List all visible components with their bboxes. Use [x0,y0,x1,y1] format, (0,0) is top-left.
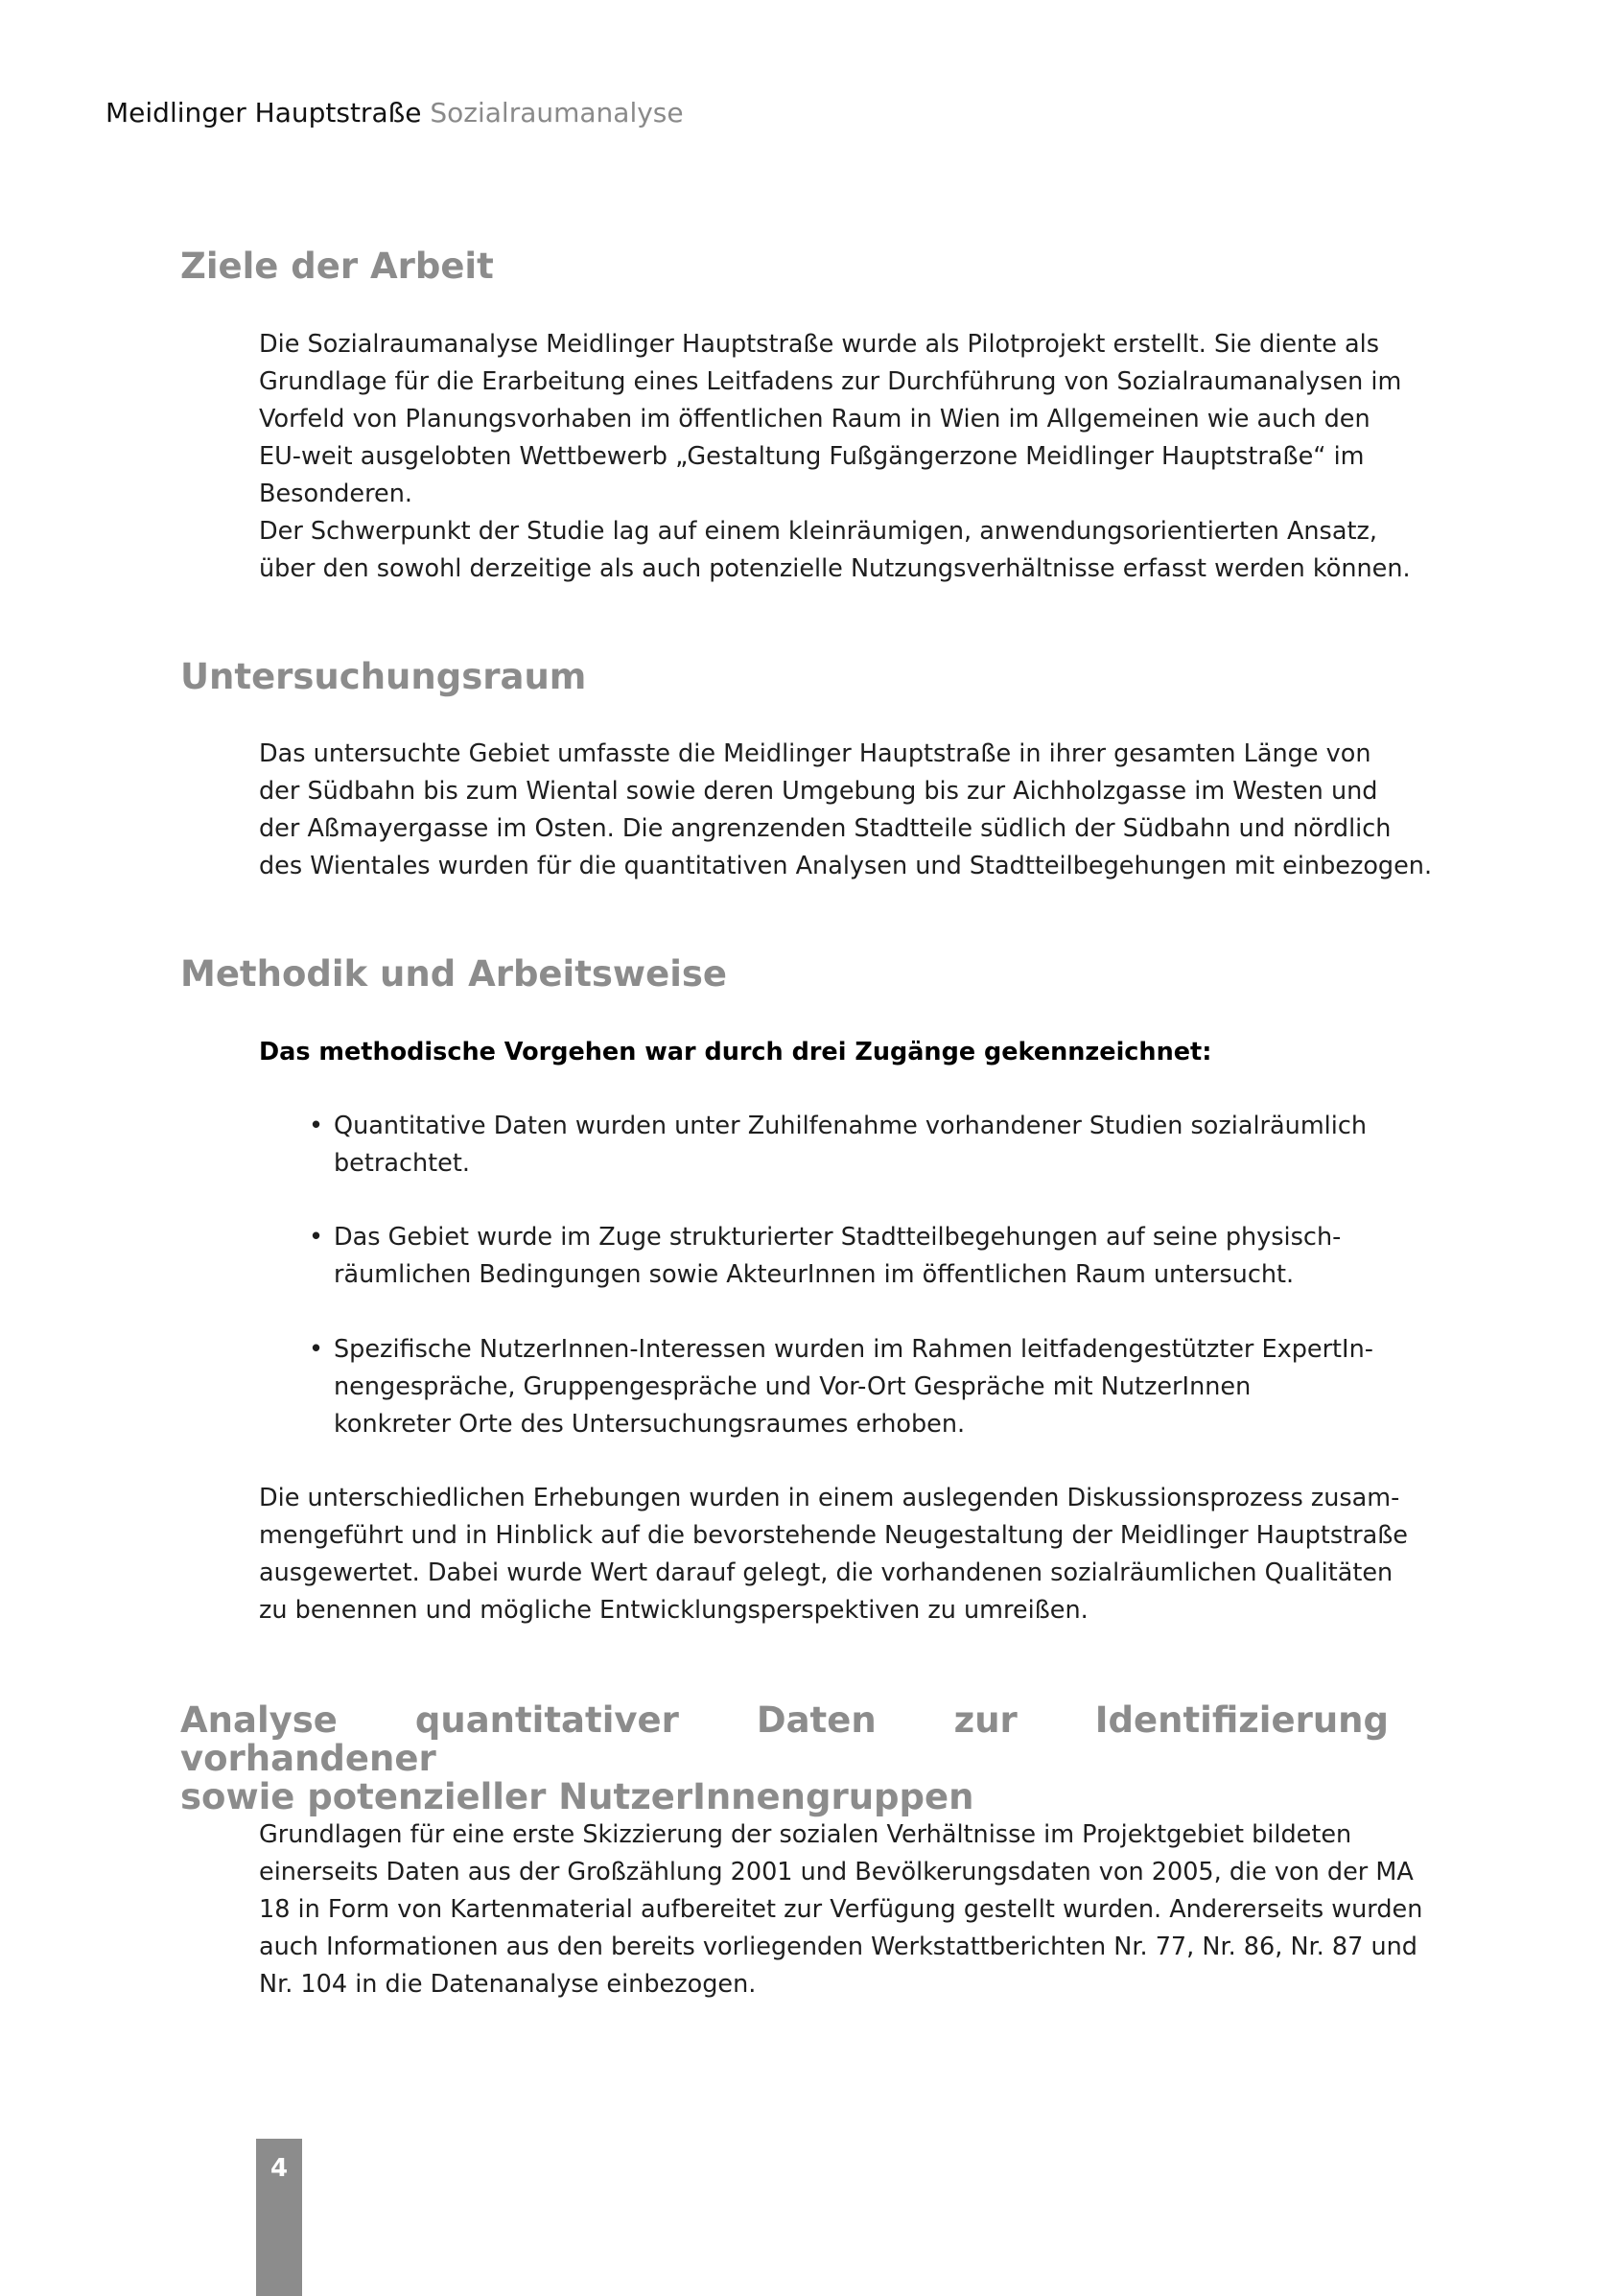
text-line: Besonderen. [259,480,412,508]
text-line: Quantitative Daten wurden unter Zuhilfenahme vorhandener Studien sozialräumlich [334,1112,1368,1140]
bullet-icon: • [309,1335,324,1364]
text-line: Die unterschiedlichen Erhebungen wurden in einem auslegenden Diskussionsprozess zusam- [259,1484,1400,1512]
text-line: konkreter Orte des Untersuchungsraumes erhoben. [334,1410,966,1439]
paragraph-untersuchungsraum [259,736,1433,885]
text-line: mengeführt und in Hinblick auf die bevorstehende Neugestaltung der Meidlinger Hauptstraße [259,1521,1408,1550]
document-title: Meidlinger Hauptstraße [105,97,422,129]
methodik-lead: Das methodische Vorgehen war durch drei Zugänge gekennzeichnet: [259,1038,1212,1066]
bullet-icon: • [309,1112,324,1140]
paragraph-ziele [259,326,1411,588]
heading-untersuchungsraum: Untersuchungsraum [180,656,587,697]
paragraph-analyse [259,1816,1423,2003]
heading-line: Analyse quantitativer Daten zur Identifizierung vorhandener [180,1699,1389,1779]
page-number-tab [256,2139,302,2296]
text-line: ausgewertet. Dabei wurde Wert darauf gelegt, die vorhandenen sozialräumlichen Qualitäten [259,1558,1394,1587]
text-line: Grundlagen für eine erste Skizzierung der sozialen Verhältnisse im Projektgebiet bildeten [259,1820,1352,1849]
list-item [309,1108,1368,1183]
text-line: einerseits Daten aus der Großzählung 2001 und Bevölkerungsdaten von 2005, die von der MA [259,1858,1414,1886]
paragraph-methodik-closing [259,1480,1408,1629]
text-line: der Südbahn bis zum Wiental sowie deren Umgebung bis zur Aichholzgasse im Westen und [259,777,1378,806]
text-line: auch Informationen aus den bereits vorliegenden Werkstattberichten Nr. 77, Nr. 86, Nr. 87 und [259,1933,1417,1961]
heading-ziele: Ziele der Arbeit [180,246,494,287]
text-line: nengespräche, Gruppengespräche und Vor-Ort Gespräche mit NutzerInnen [334,1372,1252,1401]
text-line: Das untersuchte Gebiet umfasste die Meidlinger Hauptstraße in ihrer gesamten Länge von [259,739,1371,768]
list-item-text [334,1219,1364,1294]
text-line: Spezifische NutzerInnen-Interessen wurden im Rahmen leitfadengestützter ExpertIn- [334,1335,1373,1364]
page-number: 4 [269,2154,289,2183]
heading-analyse [180,1701,1389,1816]
text-line: räumlichen Bedingungen sowie AkteurInnen im öffentlichen Raum untersucht. [334,1260,1295,1289]
text-line: der Aßmayergasse im Osten. Die angrenzenden Stadtteile südlich der Südbahn und nördlich [259,814,1392,843]
heading-methodik: Methodik und Arbeitsweise [180,953,727,995]
text-line: 18 in Form von Kartenmaterial aufbereitet zur Verfügung gestellt wurden. Andererseits wurden [259,1895,1423,1924]
text-line: Nr. 104 in die Datenanalyse einbezogen. [259,1970,757,1999]
list-item-text [334,1331,1373,1443]
running-header [105,96,684,130]
list-item [309,1331,1373,1443]
bullet-icon: • [309,1223,324,1252]
text-line: Der Schwerpunkt der Studie lag auf einem kleinräumigen, anwendungsorientierten Ansatz, [259,517,1377,546]
list-item [309,1219,1364,1294]
text-line: Das Gebiet wurde im Zuge strukturierter Stadtteilbegehungen auf seine physisch- [334,1223,1342,1252]
text-line: betrachtet. [334,1149,470,1178]
text-line: des Wientales wurden für die quantitativen Analysen und Stadtteilbegehungen mit einbezogen. [259,852,1433,880]
heading-line: sowie potenzieller NutzerInnengruppen [180,1776,974,1817]
text-line: zu benennen und mögliche Entwicklungsperspektiven zu umreißen. [259,1596,1089,1625]
document-subtitle: Sozialraumanalyse [430,97,684,129]
text-line: über den sowohl derzeitige als auch potenzielle Nutzungsverhältnisse erfasst werden können. [259,554,1411,583]
list-item-text [334,1108,1368,1183]
text-line: Vorfeld von Planungsvorhaben im öffentlichen Raum in Wien im Allgemeinen wie auch den [259,405,1370,433]
text-line: EU-weit ausgelobten Wettbewerb „Gestaltung Fußgängerzone Meidlinger Hauptstraße“ im [259,442,1365,471]
text-line: Grundlage für die Erarbeitung eines Leitfadens zur Durchführung von Sozialraumanalysen im [259,367,1402,396]
text-line: Die Sozialraumanalyse Meidlinger Hauptstraße wurde als Pilotprojekt erstellt. Sie diente als [259,330,1379,359]
